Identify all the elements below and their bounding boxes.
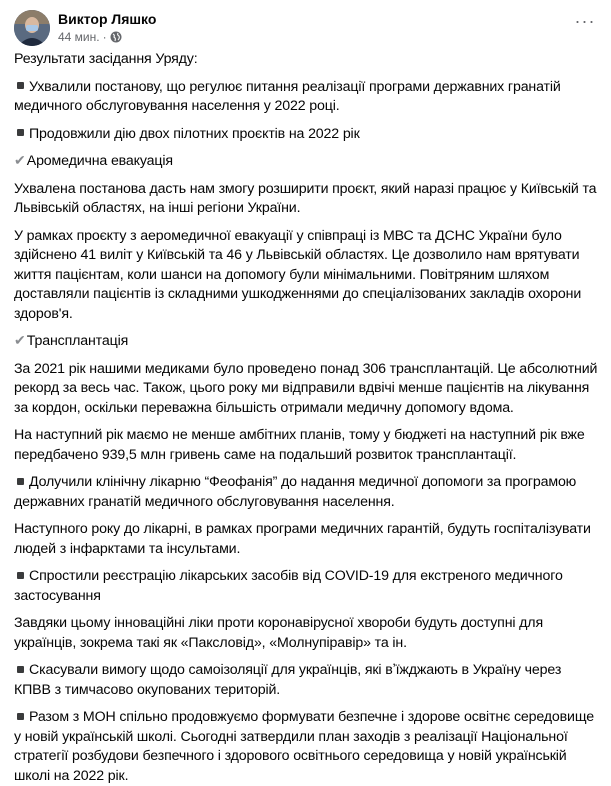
- paragraph: [14, 520, 599, 559]
- bullet-square-icon: [17, 572, 24, 579]
- bullet-paragraph: [14, 125, 599, 145]
- paragraph-text: Наступного року до лікарні, в рамках програми медичних гарантій, будуть госпіталізувати людей з інфарктами та інсультами.: [14, 521, 591, 557]
- paragraph-text: Долучили клінічну лікарню “Феофанія” до надання медичної допомоги за програмою державних гранатій медичного обслуговування населення.: [14, 474, 577, 510]
- bullet-paragraph: [14, 708, 599, 786]
- meta-separator: ·: [102, 30, 107, 44]
- bullet-paragraph: [14, 567, 599, 606]
- paragraph-text: Разом з МОН спільно продовжуємо формувати безпечне і здорове освітнє середовище у новій українській школі. Сьогодні затвердили план заходів з реалізації Національної стратегії розбудови безпечного і здорового освітнього середовища у новій українській школі на 2022 рік.: [14, 709, 594, 784]
- paragraph-text: Ухвалена постанова дасть нам змогу розширити проєкт, який наразі працює у Київській та Львівській областях, на інші регіони України.: [14, 180, 597, 216]
- paragraph: [14, 227, 599, 325]
- paragraph-text: Продовжили дію двох пілотних проєктів на 2022 рік: [29, 125, 360, 142]
- paragraph: [14, 360, 599, 419]
- post-header: [0, 0, 611, 50]
- more-options-button[interactable]: ···: [574, 11, 596, 31]
- paragraph-text: Аромедична евакуація: [26, 153, 173, 169]
- check-mark-icon: ✔: [14, 333, 26, 349]
- section-heading: [14, 152, 599, 172]
- bullet-square-icon: [17, 478, 24, 485]
- bullet-paragraph: [14, 78, 599, 117]
- check-mark-icon: ✔: [14, 153, 26, 169]
- globe-icon: [110, 31, 122, 43]
- paragraph-text: Завдяки цьому інноваційні ліки проти коронавірусної хвороби будуть доступні для українців, зокрема такі як «Паксловід», «Молнупіравір» та ін.: [14, 615, 543, 651]
- post-meta: [58, 30, 122, 44]
- post-time[interactable]: 44 мин.: [58, 30, 100, 44]
- paragraph: [14, 614, 599, 653]
- bullet-paragraph: [14, 661, 599, 700]
- paragraph-text: На наступний рік маємо не менше амбітних планів, тому у бюджеті на наступний рік вже передбачено 939,5 млн гривень саме на подальший розвиток трансплантації.: [14, 427, 585, 463]
- paragraph-text: Трансплантація: [26, 333, 129, 349]
- bullet-square-icon: [17, 82, 24, 89]
- avatar[interactable]: [14, 10, 50, 46]
- author-name[interactable]: Виктор Ляшко: [58, 11, 157, 27]
- post-body: [0, 50, 611, 786]
- bullet-paragraph: [14, 473, 599, 512]
- paragraph: [14, 180, 599, 219]
- paragraph-text: Ухвалили постанову, що регулює питання реалізації програми державних гранатій медичного обслуговування населення у 2022 році.: [14, 78, 561, 114]
- bullet-square-icon: [17, 129, 24, 136]
- section-heading: [14, 332, 599, 352]
- paragraph-text: Скасували вимогу щодо самоізоляції для українців, які вʼїжджають в Україну через КПВВ з тимчасово окупованих територій.: [14, 662, 562, 698]
- paragraph-text: Спростили реєстрацію лікарських засобів від COVID-19 для екстреного медичного застосування: [14, 568, 563, 604]
- paragraph: [14, 426, 599, 465]
- paragraph-text: За 2021 рік нашими медиками було проведено понад 306 трансплантацій. Це абсолютний рекорд за весь час. Також, цього року ми відправили вдвічі менше пацієнтів на лікування за кордон, оскільки переважна більшість отримали медичну допомогу вдома.: [14, 360, 598, 416]
- paragraph-text: У рамках проєкту з аеромедичної евакуації у співпраці із МВС та ДСНС України було здійснено 41 виліт у Київській та 46 у Львівській областях. Це дозволило нам врятувати життя пацієнтам, коли шанси на допомогу були мінімальними. Повітряним шляхом доставляли пацієнтів із складними ушкодженнями до спеціалізованих закладів охорони здоров'я.: [14, 227, 582, 322]
- paragraph-text: Результати засідання Уряду:: [14, 51, 198, 67]
- paragraph: [14, 50, 599, 70]
- bullet-square-icon: [17, 666, 24, 673]
